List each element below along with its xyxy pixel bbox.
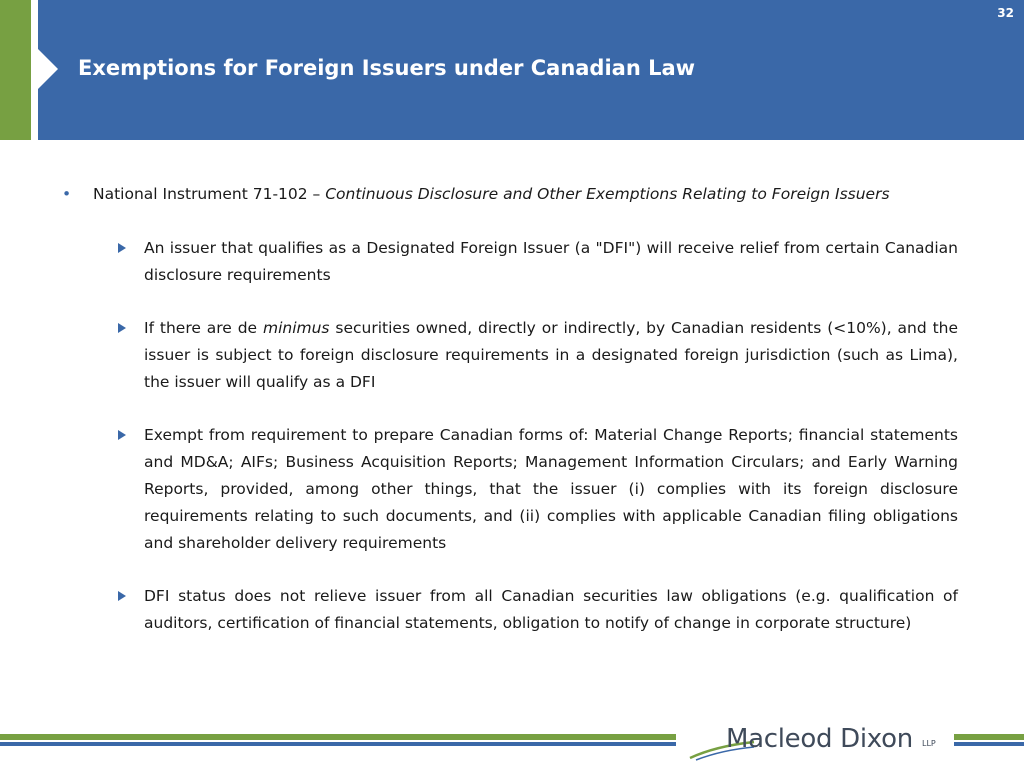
main-bullet-italic: Continuous Disclosure and Other Exemptions Relating to Foreign Issuers [325,185,890,203]
footer-green-line [954,734,1024,740]
logo-suffix: LLP [922,739,936,748]
triangle-bullet-icon [118,591,126,601]
slide-header [0,0,1024,140]
page-number: 32 [997,6,1014,20]
slide-body [60,181,958,663]
sub-bullet [60,315,958,396]
sub-bullet-text-pre: If there are de [144,319,263,337]
triangle-bullet-icon [118,430,126,440]
footer-blue-line [0,742,676,746]
sub-bullet-text: An issuer that qualifies as a Designated Foreign Issuer (a "DFI") will receive relief from certain Canadian disclosure requirements [144,239,958,284]
triangle-bullet-icon [118,243,126,253]
chevron-right-icon [38,49,58,89]
sub-bullet [60,583,958,637]
sub-bullet-text: DFI status does not relieve issuer from all Canadian securities law obligations (e.g. qualification of auditors, certification of financial statements, obligation to notify of change in corporate structure) [144,587,958,632]
green-accent-strip [0,0,31,140]
sub-bullet [60,422,958,557]
logo-name: Macleod Dixon [726,724,913,754]
footer-blue-line [954,742,1024,746]
triangle-bullet-icon [118,323,126,333]
sub-bullet [60,235,958,289]
main-bullet [60,181,958,208]
header-divider [31,0,38,140]
sub-bullet-text: Exempt from requirement to prepare Canadian forms of: Material Change Reports; financial statements and MD&A; AIFs; Business Acquisition Reports; Management Information Circulars; and Early Warning Reports, provided, among other things, that the issuer (i) complies with its foreign disclosure requirements relating to such documents, and (ii) complies with applicable Canadian filing obligations and shareholder delivery requirements [144,426,958,552]
sub-bullet-text-post: securities owned, directly or indirectly, by Canadian residents (<10%), and the issuer is subject to foreign disclosure requirements in a designated foreign jurisdiction (such as Lima), the issuer will qualify as a DFI [144,319,959,391]
slide-title: Exemptions for Foreign Issuers under Canadian Law [78,56,696,80]
sub-bullet-italic: minimus [262,319,330,337]
bullet-dot-icon: • [62,185,72,203]
main-bullet-text: National Instrument 71-102 – [93,185,326,203]
sub-bullet-list [60,235,958,637]
company-logo [686,720,950,764]
footer-green-line [0,734,676,740]
